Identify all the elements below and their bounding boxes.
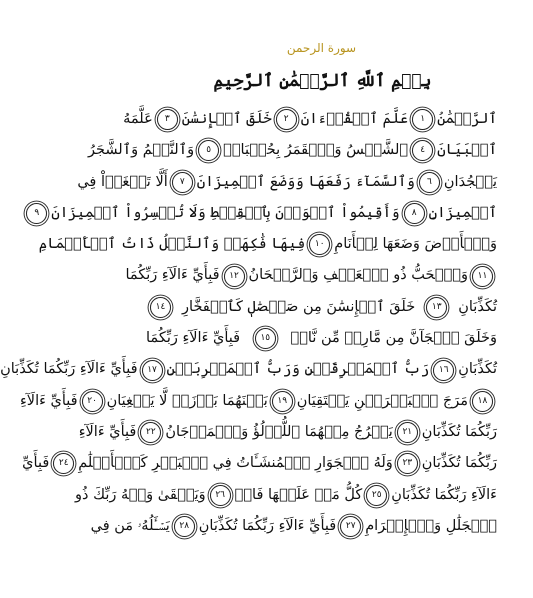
ayah-number-marker: ١٢	[224, 266, 245, 287]
ayah-number-marker: ١٣	[426, 297, 447, 318]
verse-text: ءَالَآءِ رَبِّكُمَا تُكَذِّبَانِ	[391, 486, 497, 503]
verse-text: ٱلۡبَيَانَ	[437, 142, 497, 159]
ayah-number-marker: ١٥	[255, 328, 276, 349]
verse-text: فَبِأَيِّ ءَالَآءِ رَبِّكُمَا	[146, 330, 241, 347]
verse-text: بَيۡنَهُمَا بَرۡزَخٞ لَّا يَبۡغِيَانِ	[106, 392, 268, 409]
verse-text: عَلَّمَ ٱلۡقُرۡءَانَ	[300, 111, 409, 127]
verse-text: وَخَلَقَ ٱلۡجَآنَّ مِن مَّارِجٖ مِّن نَّارٖ	[290, 330, 497, 347]
ayah-number-marker: ١٩	[272, 391, 293, 412]
verse-text: خَلَقَ ٱلۡإِنسَٰنَ مِن صَلۡصَٰلٖ كَٱلۡفَخَّارِ	[182, 298, 416, 315]
ayah-number-marker: ١١	[472, 266, 493, 287]
verse-text: فَبِأَيِّ ءَالَآءِ رَبِّكُمَا	[125, 267, 220, 284]
ayah-number-marker: ١٤	[150, 297, 171, 318]
verse-text: وَلَهُ ٱلۡجَوَارِ ٱلۡمُنشَـَٔاتُ فِي ٱلۡبَحۡرِ كَٱلۡأَعۡلَٰمِ	[78, 455, 393, 472]
ayah-number-marker: ١٦	[433, 360, 454, 381]
verse-lines	[0, 104, 497, 542]
verse-line	[0, 354, 497, 385]
verse-text: رَبِّكُمَا تُكَذِّبَانِ	[421, 423, 497, 440]
ayah-number-marker: ٥	[198, 140, 219, 161]
ayah-number-marker: ٢١	[397, 422, 418, 443]
verse-line	[146, 292, 497, 323]
verse-line	[78, 417, 497, 448]
verse-text: تُكَذِّبَانِ	[458, 298, 497, 315]
ayah-number-marker: ٢٣	[397, 453, 418, 474]
ayah-number-marker: ٢٢	[140, 422, 161, 443]
ayah-number-marker: ٢٤	[53, 453, 74, 474]
verse-text: وَيَبۡقَىٰ وَجۡهُ رَبِّكَ ذُو	[75, 486, 206, 503]
verse-text: يَسۡـَٔلُهُۥ مَن فِي	[90, 517, 170, 534]
verse-line	[146, 323, 497, 354]
verse-text: خَلَقَ ٱلۡإِنسَٰنَ	[181, 111, 272, 127]
ayah-number-marker: ١٨	[472, 391, 493, 412]
ayah-number-marker: ٣	[157, 109, 178, 130]
verse-line	[123, 104, 497, 135]
ayah-number-marker: ٢٦	[210, 485, 231, 506]
ayah-number-marker: ٦	[419, 172, 440, 193]
verse-line	[34, 198, 497, 229]
verse-text: وَٱلنَّجۡمُ وَٱلشَّجَرُ	[87, 142, 195, 159]
verse-text: فِيهَا فَٰكِهَةٞ وَٱلنَّخۡلُ ذَاتُ ٱلۡأَكۡمَامِ	[38, 236, 306, 253]
ayah-number-marker: ٢٠	[82, 391, 103, 412]
verse-text: فَبِأَيِّ ءَالَآءِ	[78, 423, 137, 440]
ayah-number-marker: ١	[412, 109, 433, 130]
verse-line	[22, 448, 497, 479]
ayah-number-marker: ٢٧	[340, 516, 361, 537]
verse-text: وَٱلسَّمَآءَ رَفَعَهَا وَوَضَعَ ٱلۡمِيزَانَ	[196, 173, 415, 190]
verse-line	[38, 229, 497, 260]
verse-text: رَبِّكُمَا تُكَذِّبَانِ	[421, 455, 497, 472]
surah-title: سورة الرحمن	[286, 41, 357, 55]
verse-text: ٱلۡمِيزَانِ	[428, 204, 497, 221]
verse-line	[75, 480, 497, 511]
verse-text: فَبِأَيِّ ءَالَآءِ	[19, 392, 78, 409]
verse-text: ٱلشَّمۡسُ وَٱلۡقَمَرُ بِحُسۡبَانٖ	[223, 142, 409, 159]
verse-text: يَخۡرُجُ مِنۡهُمَا ٱللُّؤۡلُؤُ وَٱلۡمَرۡجَانُ	[165, 423, 393, 440]
verse-text: فَبِأَيِّ	[22, 455, 50, 472]
verse-line	[87, 135, 497, 166]
ayah-number-marker: ١٠	[309, 234, 330, 255]
ayah-number-marker: ٤	[412, 140, 433, 161]
verse-line	[19, 386, 497, 417]
ayah-number-marker: ٢٨	[174, 516, 195, 537]
verse-text: تُكَذِّبَانِ	[458, 361, 497, 378]
verse-text: ٱلرَّحۡمَٰنُ	[437, 111, 497, 127]
ayah-number-marker: ٧	[172, 172, 193, 193]
verse-text: وَٱلۡحَبُّ ذُو ٱلۡعَصۡفِ وَٱلرَّيۡحَانُ	[248, 267, 468, 284]
ayah-number-marker: ١٧	[142, 360, 163, 381]
verse-text: أَلَّا تَطۡغَوۡاْ فِي	[77, 173, 168, 190]
verse-line	[77, 167, 497, 198]
verse-text: وَأَقِيمُواْ ٱلۡوَزۡنَ بِٱلۡقِسۡطِ وَلَا تُخۡسِرُواْ ٱلۡمِيزَانَ	[51, 204, 400, 221]
verse-text: فَبِأَيِّ ءَالَآءِ رَبِّكُمَا تُكَذِّبَانِ	[198, 517, 337, 534]
verse-text: يَسۡجُدَانِ	[443, 173, 497, 190]
verse-line	[90, 511, 497, 542]
verse-text: فَبِأَيِّ ءَالَآءِ رَبِّكُمَا تُكَذِّبَانِ	[0, 361, 138, 378]
verse-text: وَٱلۡأَرۡضَ وَضَعَهَا لِلۡأَنَامِ	[334, 236, 497, 253]
basmala: بِسۡمِ ٱللَّهِ ٱلرَّحۡمَٰنِ ٱلرَّحِيمِ	[213, 71, 432, 91]
verse-text: رَبُّ ٱلۡمَشۡرِقَيۡنِ وَرَبُّ ٱلۡمَغۡرِبَيۡنِ	[166, 361, 430, 378]
ayah-number-marker: ٢٥	[366, 485, 387, 506]
ayah-number-marker: ٩	[26, 203, 47, 224]
verse-text: عَلَّمَهُ	[123, 111, 153, 127]
verse-text: ٱلۡجَلَٰلِ وَٱلۡإِكۡرَامِ	[365, 517, 497, 534]
ayah-number-marker: ٢	[276, 109, 297, 130]
verse-text: مَرَجَ ٱلۡبَحۡرَيۡنِ يَلۡتَقِيَانِ	[296, 392, 468, 409]
verse-line	[125, 260, 497, 291]
verse-text: كُلُّ مَنۡ عَلَيۡهَا فَانٖ	[234, 486, 363, 503]
ayah-number-marker: ٨	[404, 203, 425, 224]
